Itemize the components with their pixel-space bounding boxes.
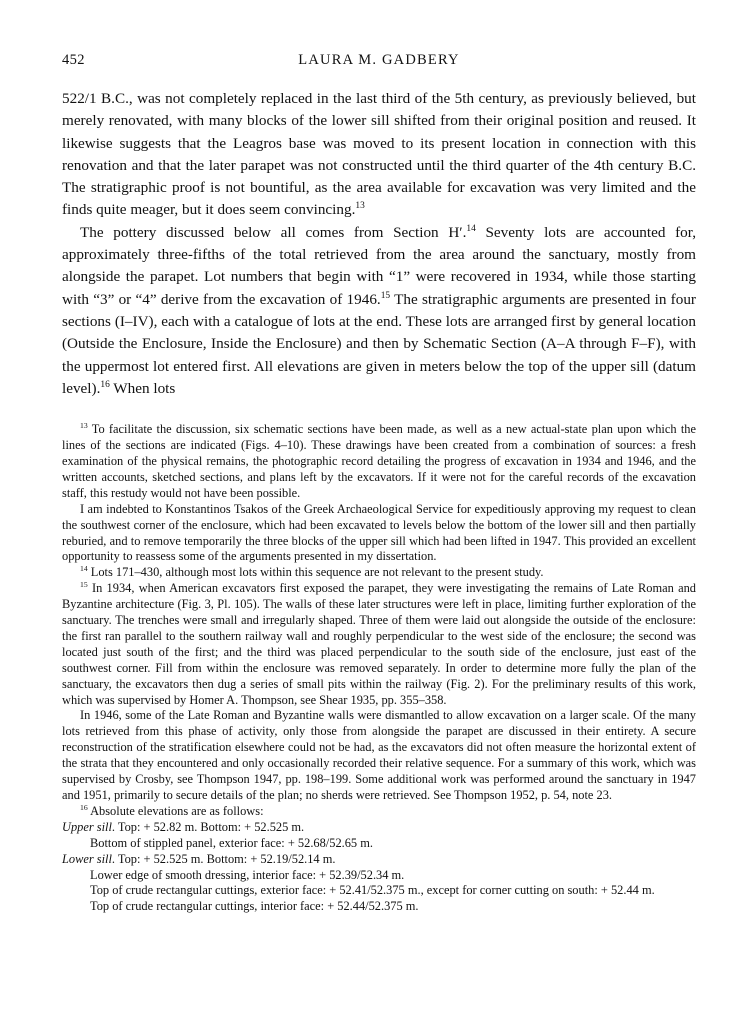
paragraph-2-text-b: Seventy lots are accounted for, approximately three-fifths of the total retrieved from the area around the sanctuary, mostly from alongside the parapet. Lot numbers that begin with “1” were recovered in 1934, while those starting with “3” or “4” derive from the excavation of 1946. (62, 223, 696, 308)
paragraph-2 (62, 222, 696, 400)
footnote-15-continued: In 1946, some of the Late Roman and Byzantine walls were dismantled to allow excavation on a larger scale. Of the many lots retrieved from this phase of activity, only those from alongside the parapet are discussed in their entirety. A secure reconstruction of the stratification elsewhere could not be had, as the excavators did not often measure the horizontal extent of the strata that they encountered and only occasionally recorded their relative sequence. For a summary of this work, which was supervised by Crosby, see Thompson 1947, pp. 198–199. Some additional work was performed around the sanctuary in 1947 and 1951, primarily to secure details of the plan; no sherds were retrieved. See Thompson 1952, p. 54, note 23. (62, 708, 696, 802)
footnote-16 (62, 804, 696, 820)
running-head-author: LAURA M. GADBERY (298, 52, 460, 68)
elevation-crude-interior: Top of crude rectangular cuttings, interior face: + 52.44/52.375 m. (90, 899, 419, 914)
footnote-15 (62, 581, 696, 708)
elevation-lower-sill (62, 852, 696, 868)
footnote-13-number: 13 (80, 421, 88, 431)
upper-sill-label: Upper sill (62, 819, 112, 834)
footnotes (62, 422, 696, 915)
paragraph-2-text-d: When lots (109, 379, 176, 397)
footnote-14-number: 14 (80, 564, 88, 574)
paragraph-1-text: 522/1 B.C., was not completely replaced in the last third of the 5th century, as previously believed, but merely renovated, with many blocks of the lower sill shifted from their original position and reused. It likewise suggests that the Leagros base was moved to its present location in connection with this renovation and that the later parapet was not constructed until the third quarter of the 4th century B.C. The stratigraphic proof is not bountiful, as the area available for excavation was very limited and the finds quite meager, but it does seem convincing. (62, 90, 696, 219)
upper-sill-values: . Top: + 52.82 m. Bottom: + 52.525 m. (111, 819, 305, 834)
footnote-13 (62, 422, 696, 502)
footnote-ref-16[interactable]: 16 (100, 379, 110, 390)
elevation-lower-edge: Lower edge of smooth dressing, interior face: + 52.39/52.34 m. (90, 867, 405, 882)
elevation-upper-sill (62, 820, 696, 836)
elevation-stippled-panel: Bottom of stippled panel, exterior face: + 52.68/52.65 m. (90, 835, 373, 850)
running-header (62, 52, 696, 74)
page-number: 452 (62, 52, 85, 68)
footnote-16-text: Absolute elevations are as follows: (87, 803, 264, 818)
footnote-14-text: Lots 171–430, although most lots within this sequence are not relevant to the present study. (87, 565, 544, 580)
footnote-15-number: 15 (80, 580, 88, 590)
lower-sill-values: . Top: + 52.525 m. Bottom: + 52.19/52.14 m. (111, 851, 336, 866)
main-text (62, 88, 696, 400)
footnote-13-text: To facilitate the discussion, six schematic sections have been made, as well as a new actual-state plan upon which the lines of the sections are indicated (Figs. 4–10). These drawings have been created from a combination of sources: a fresh examination of the physical remains, the photographic record detailing the progress of excavation in 1934 and 1946, and the written accounts, sketched sections, and plans left by the excavators. If it were not for the careful records of the excavation staff, this restudy would not have been possible. (62, 422, 696, 500)
elevation-crude-exterior: Top of crude rectangular cuttings, exterior face: + 52.41/52.375 m., except for corner cutting on south: + 52.44 m. (90, 883, 655, 898)
footnote-14 (62, 565, 696, 581)
footnote-16-number: 16 (80, 802, 88, 812)
footnote-ref-14[interactable]: 14 (466, 223, 476, 234)
footnote-13-continued: I am indebted to Konstantinos Tsakos of the Greek Archaeological Service for expeditiously approving my request to clean the southwest corner of the enclosure, which had been excavated to levels below the bottom of the lower sill and then partially reburied, and to remove temporarily the three blocks of the upper sill which had been lifted in 1947. This provided an excellent opportunity to reassess some of the arguments presented in my dissertation. (62, 501, 696, 564)
paragraph-1 (62, 88, 696, 222)
footnote-ref-15[interactable]: 15 (380, 290, 391, 301)
page (62, 52, 696, 915)
lower-sill-label: Lower sill (62, 851, 112, 866)
paragraph-2-text-c: The stratigraphic arguments are presented in four sections (I–IV), each with a catalogue of lots at the end. These lots are arranged first by general location (Outside the Enclosure, Inside the Enclosure) and then by Schematic Section (A–A through F–F), with the uppermost lot entered first. All elevations are given in meters below the top of the upper sill (datum level). (62, 290, 696, 397)
paragraph-2-text-a: The pottery discussed below all comes from Section H′. (80, 223, 467, 241)
footnote-ref-13[interactable]: 13 (355, 201, 365, 212)
footnote-15-text: In 1934, when American excavators first exposed the parapet, they were investigating the remains of Late Roman and Byzantine architecture (Fig. 3, Pl. 105). The walls of these later structures were left in place, limiting further exploration of the sanctuary. The trenches were small and irregularly shaped. Three of them were laid out alongside the outside of the enclosure: the first ran parallel to the southern railway wall and roughly perpendicular to the west side of the enclosure; the second was located just south of the first; and the third was placed perpendicular to the south side of the enclosure, just east of the southwest corner. Fill from within the enclosure was removed separately. In order to determine more fully the plan of the sanctuary, the excavators then dug a series of small pits within the railway (Fig. 2). For the preliminary results of this work, which was supervised by Homer A. Thompson, see Shear 1935, pp. 355–358. (62, 581, 696, 707)
